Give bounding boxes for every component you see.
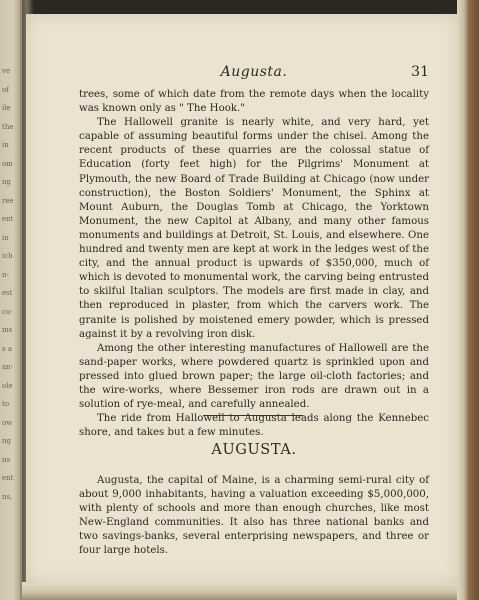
facing-page-fragment: ent: [2, 215, 14, 223]
page-number: 31: [411, 64, 429, 80]
facing-page-fragment: in: [2, 233, 9, 242]
facing-page-fragment: est: [2, 289, 13, 297]
paragraph: Among the other interesting manufactures of Hallowell are the sand-paper works, where powdered quartz is sprinkled upon and pressed into glued brown paper; the large oil-cloth factories; and the wire-works, where Bessemer iron rods are drawn out in a solution of rye-meal, and carefully annealed.: [79, 342, 429, 411]
facing-page-fragment: an-: [2, 363, 14, 371]
facing-page: [0, 0, 22, 600]
facing-page-fragment: ng: [2, 178, 11, 186]
section-body: [79, 474, 429, 559]
facing-page-fragment: ve: [2, 67, 11, 75]
facing-page-fragment: ich: [2, 252, 13, 260]
facing-page-fragment: ns,: [2, 492, 13, 501]
paragraph: Augusta, the capital of Maine, is a charming semi-rural city of about 9,000 inhabitants, having a valuation exceeding $5,000,000, with plenty of schools and more than enough churches, like most New-England communities. It also has three national banks and two savings-banks, several enterprising newspapers, and three or four large hotels.: [79, 475, 429, 557]
facing-page-fragment: ms: [2, 326, 13, 334]
facing-page-fragment: n-: [2, 270, 9, 279]
page-header: [79, 64, 429, 86]
facing-page-fragment: ent: [2, 474, 14, 482]
paragraph: The Hallowell granite is nearly white, and very hard, yet capable of assuming beautiful forms under the chisel. Among the recent products of these quarries are the colossal statue of Education (forty feet high) for the Pilgrims' Monument at Plymouth, the new Board of Trade Building at Chicago (now under construction), the Boston Soldiers' Monument, the Sphinx at Mount Auburn, the Douglas Tomb at Chicago, the Yorktown Monument, the new Capitol at Albany, and many other famous monuments and buildings at Detroit, St. Louis, and elsewhere. One hundred and twenty men are kept at work in the ledges west of the city, and the annual product is upwards of $350,000, much of which is devoted to monumental work, the carving being entrusted to skilful Italian sculptors. The models are first made in clay, and then reproduced in plaster, from which the carvers work. The granite is polished by moistened emery powder, which is pressed against it by a revolving iron disk.: [79, 117, 429, 340]
facing-page-fragment: ow: [2, 418, 13, 427]
running-head: Augusta.: [220, 64, 288, 80]
paragraph: trees, some of which date from the remote days when the locality was known only as " The Hook.": [79, 89, 429, 115]
facing-page-fragment: ile: [2, 104, 11, 112]
facing-page-fragment: s a: [2, 344, 12, 353]
facing-page-fragment: cu-: [2, 307, 13, 316]
facing-page-fragment: in: [2, 141, 9, 149]
book-right-edge: [457, 0, 479, 600]
section-divider: [203, 415, 303, 416]
facing-page-fragment: the: [2, 122, 14, 131]
facing-page-fragment: ree: [2, 196, 14, 205]
facing-page-fragment: to: [2, 400, 10, 408]
facing-page-fragment: om: [2, 159, 13, 168]
facing-page-fragment: ole: [2, 381, 13, 390]
body-text: [79, 88, 429, 440]
facing-page-fragment: ns: [2, 455, 11, 464]
facing-page-fragment: ng: [2, 437, 11, 445]
page: [26, 14, 458, 584]
section-title: AUGUSTA.: [211, 442, 297, 458]
facing-page-fragment: of: [2, 85, 9, 94]
facing-page-text: [2, 62, 20, 506]
paragraph: The ride from Hallowell to Augusta leads along the Kennebec shore, and takes but a few minutes.: [79, 413, 429, 439]
book-bottom-edge: [22, 582, 457, 600]
